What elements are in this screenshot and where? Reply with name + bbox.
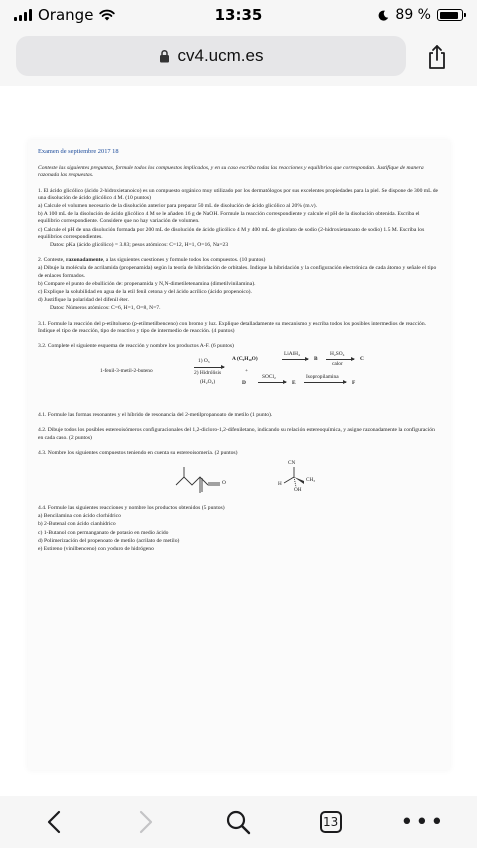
question-4-3 [38,450,440,457]
tab-count: 13 [320,811,342,833]
q2-stem-b: , a las siguientes cuestiones y formule todos los compuestos. (10 puntos) [102,257,266,264]
back-button[interactable] [28,802,80,842]
q1-b: b) A 100 mL de la disolución de ácido glicólico 4 M se le añaden 16 g de NaOH. Formule la reacción correspondiente y calcule el pH de la disolución obtenida. Escriba el equilibrio correspondiente. Considere que no hay variación de volumen. [38,211,420,225]
search-button[interactable] [212,802,264,842]
q2-c: c) Explique la solubilidad en agua de la etil fenil cetona y del ácido acrílico (ácido propenoico). [38,289,252,296]
more-button[interactable] [397,802,449,842]
question-3-2 [38,343,440,350]
status-left [14,6,174,24]
page-content[interactable] [0,86,477,796]
moon-icon [378,10,389,21]
search-icon [225,809,251,835]
scheme-reagent-3: (H₂O₂) [200,379,216,386]
scheme-arrow-1 [194,367,224,368]
molecule-structures [38,459,440,499]
q44-stem: 4.4. Formule las siguientes reacciones y nombre los productos obtenidos (5 puntos) [38,505,225,512]
chevron-right-icon [139,810,153,834]
q2-data: Datos: Números atómicos: C=6, H=1, O=8, N=7. [50,305,161,312]
scheme-lialh4: LiAlH₄ [284,351,300,358]
q2-a: a) Dibuje la molécula de acrilamida (propenamida) según la teoría de hibridación de orbitales. Indique la hibridación y la configuración electrónica de cada átomo y señale el tipo de enlaces formados. [38,265,437,279]
scheme-product-d: D [242,380,246,387]
tabs-button[interactable] [305,802,357,842]
mol-cn-label: CN [288,460,296,467]
q1-data: Datos: pKa (ácido glicólico) = 3.83; pesos atómicos: C=12, H=1, O=16, Na=23 [50,242,229,249]
q32-text: 3.2. Complete el siguiente esquema de reacción y nombre los productos A-F. (6 puntos) [38,343,234,350]
q44-c: c) 1-Butanol con permanganato de potasio en medio ácido [38,529,169,536]
mol-ch3-label: CH₃ [306,477,316,484]
scheme-calor: calor [332,361,343,368]
share-button[interactable] [420,40,454,74]
q31-text: 3.1. Formule la reacción del p-etiltolueno (p-etilmetilbenceno) con bromo y luz. Explique detalladamente su mecanismo y escriba todos los posibles intermedios de reacción. Indique el tipo de reacción, tipo de reactivo y tipo de intermedio de reacción. (4 puntos) [38,320,427,334]
scheme-reagent-1: 1) O₃ [198,358,210,365]
q2-b: b) Compare el punto de ebullición de: propenamida y N,N-dimetiletenamina (dimetilvinilamina). [38,280,256,287]
question-4-4 [38,505,440,553]
mol-h-label: H [278,481,282,488]
scheme-reagent-2: 2) Hidrólisis [194,370,222,377]
q44-d: d) Polimerización del propenoato de metilo (acrilato de metilo) [38,537,180,544]
question-2 [38,257,440,312]
question-3-1 [38,321,440,335]
scheme-product-e: E [292,380,296,387]
scheme-arrow-2 [282,359,308,360]
q44-b: b) 2-Butenal con ácido cianhídrico [38,521,116,528]
reaction-scheme [38,351,440,402]
lock-icon [159,49,170,63]
q2-stem-a: 2. Conteste, [38,257,66,264]
status-right [303,7,463,23]
battery-level [440,12,459,19]
scheme-start: 1-fenil-3-metil-2-buteno [100,368,153,375]
question-4-2 [38,427,440,441]
address-area [0,30,477,86]
mol-oh-label: OH [294,487,302,494]
battery-icon [437,9,463,21]
q44-e: e) Estireno (vinilbenceno) con yoduro de hidrógeno [38,546,154,553]
scheme-arrow-5 [304,382,346,383]
scheme-plus: + [245,368,249,375]
scheme-isopropilamina: Isopropilamina [306,374,339,381]
doc-title: Examen de septiembre 2017 18 [38,148,119,155]
wifi-icon [99,9,115,21]
question-4-1 [38,412,440,419]
q2-stem-bold: razonadamente [65,257,103,264]
signal-icon [14,9,32,21]
clock: 13:35 [214,6,263,24]
more-dots-icon: ••• [400,809,446,835]
chevron-left-icon [47,810,61,834]
q43-text: 4.3. Nombre los siguientes compuestos teniendo en cuenta su estereoisomería. (2 puntos) [38,449,238,456]
scheme-product-b: B [314,356,318,363]
q44-a: a) Bencilamina con ácido clorhídrico [38,513,121,520]
scheme-arrow-3 [326,359,354,360]
mol-o-label: O [222,480,226,487]
scheme-product-f: F [352,380,356,387]
q42-text: 4.2. Dibuje todos los posibles estereoisómeros configuracionales del 1,2-dicloro-1,2-difeniletano, indicando su relación estereoquímica, y asigne razonadamente la configuración en cada caso. (2 puntos) [38,427,435,441]
carrier-name: Orange [38,6,94,24]
scheme-h2so4: H₂SO₄ [330,351,345,358]
share-icon [427,44,447,70]
scheme-arrow-4 [258,382,286,383]
url-text: cv4.ucm.es [177,46,264,65]
scheme-product-a: A (C₉H₁₀O) [232,356,258,363]
exam-document [28,140,450,770]
q1-stem: 1. El ácido glicólico (ácido 2-hidroxietanoico) es un compuesto orgánico muy utilizado por los dermatólogos por sus excelentes propiedades para la piel. Se dispone de 300 mL de una disolución de ácido glicólico 4 M. (10 puntos) [38,187,439,201]
scheme-product-c: C [360,356,364,363]
q41-text: 4.1. Formule las formas resonantes y el híbrido de resonancia del 2-metilpropanoato de metilo (1 punto). [38,412,273,419]
battery-percent: 89 % [395,7,431,23]
question-1 [38,188,440,250]
q2-stem [38,257,440,264]
q2-d: d) Justifique la polaridad del difenil éter. [38,297,129,304]
status-bar [0,0,477,30]
scheme-socl2: SOCl₂ [262,374,276,381]
doc-intro: Conteste las siguientes preguntas, formule todos los compuestos implicados, y en su caso escriba todas las reacciones y equilibrios que correspondan. Justifique de manera razonada las respuestas. [38,165,424,179]
url-bar[interactable] [16,36,406,76]
q1-c: c) Calcule el pH de una disolución formada por 200 mL de disolución de ácido glicólico 4 M y 400 mL de glicolato de sodio (2-hidroxietanoato de sodio) 1.5 M. Escriba los equilibrios correspondientes. [38,226,425,240]
forward-button[interactable] [120,802,172,842]
molecule-1-drawing [168,459,248,499]
bottom-toolbar [0,796,477,848]
q1-a: a) Calcule el volumen necesario de la disolución anterior para preparar 50 mL de disolución de ácido glicólico al 20% (m.v). [38,203,318,210]
